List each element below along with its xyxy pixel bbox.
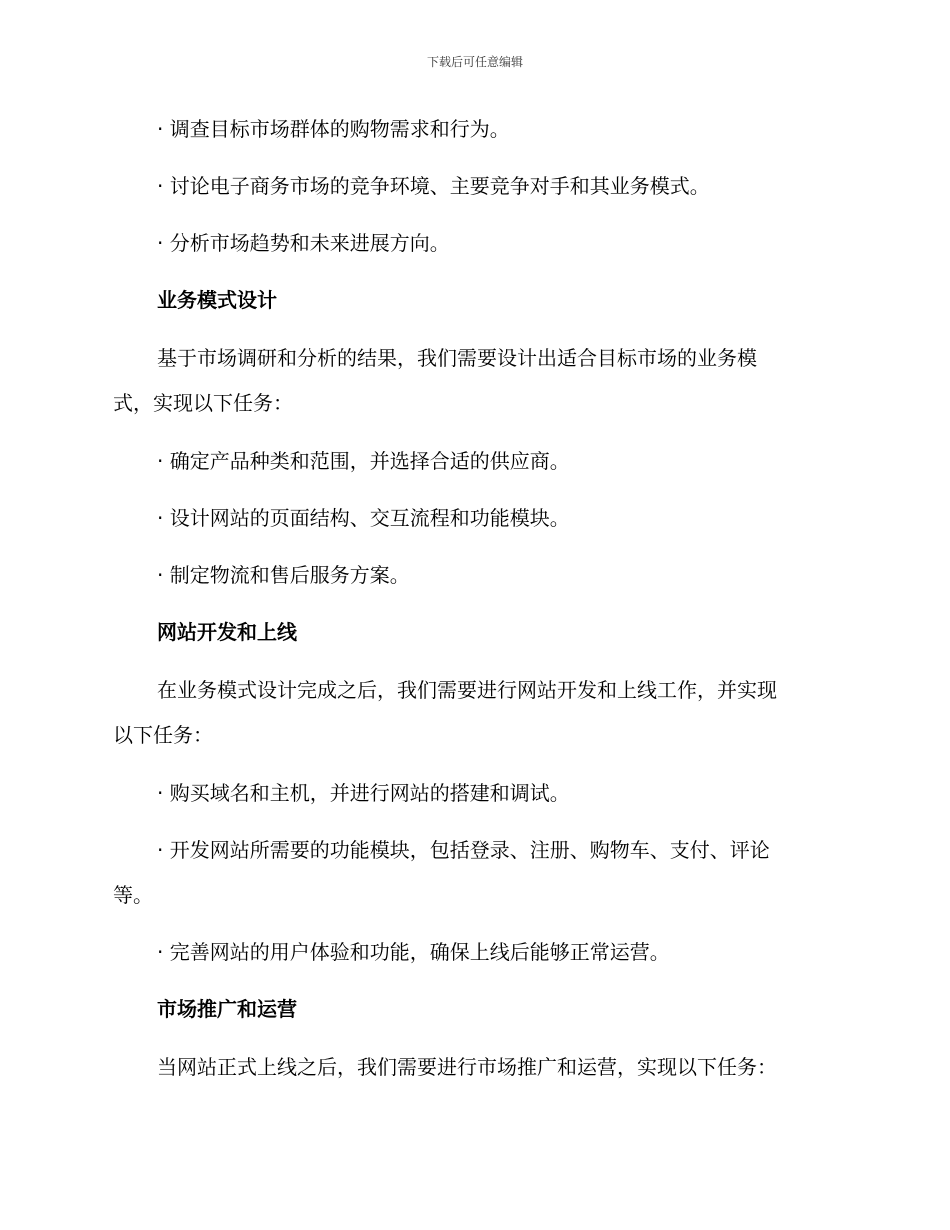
heading-business-model-design: 业务模式设计 [157,288,277,312]
paragraph-business-model-line-2: 式，实现以下任务： [113,391,293,415]
bullet-competition-environment: · 讨论电子商务市场的竞争环境、主要竞争对手和其业务模式。 [157,174,710,198]
bullet-function-modules-line-1: · 开发网站所需要的功能模块，包括登录、注册、购物车、支付、评论 [157,838,770,862]
bullet-user-experience: · 完善网站的用户体验和功能，确保上线后能够正常运营。 [157,940,670,964]
paragraph-website-development-line-2: 以下任务： [113,723,213,747]
paragraph-website-development-line-1: 在业务模式设计完成之后，我们需要进行网站开发和上线工作，并实现 [157,678,777,702]
heading-website-development: 网站开发和上线 [157,620,297,644]
bullet-survey-target-market: · 调查目标市场群体的购物需求和行为。 [157,117,510,141]
heading-market-promotion: 市场推广和运营 [157,997,297,1021]
bullet-logistics-plan: · 制定物流和售后服务方案。 [157,563,410,587]
paragraph-business-model-line-1: 基于市场调研和分析的结果，我们需要设计出适合目标市场的业务模 [157,346,757,370]
bullet-market-trends: · 分析市场趋势和未来进展方向。 [157,231,450,255]
bullet-product-range: · 确定产品种类和范围，并选择合适的供应商。 [157,449,570,473]
paragraph-market-promotion-line-1: 当网站正式上线之后，我们需要进行市场推广和运营，实现以下任务： [157,1055,777,1079]
bullet-domain-hosting: · 购买域名和主机，并进行网站的搭建和调试。 [157,781,570,805]
page-header: 下载后可任意编辑 [426,55,523,69]
bullet-function-modules-line-2: 等。 [113,883,153,907]
bullet-site-structure: · 设计网站的页面结构、交互流程和功能模块。 [157,506,570,530]
